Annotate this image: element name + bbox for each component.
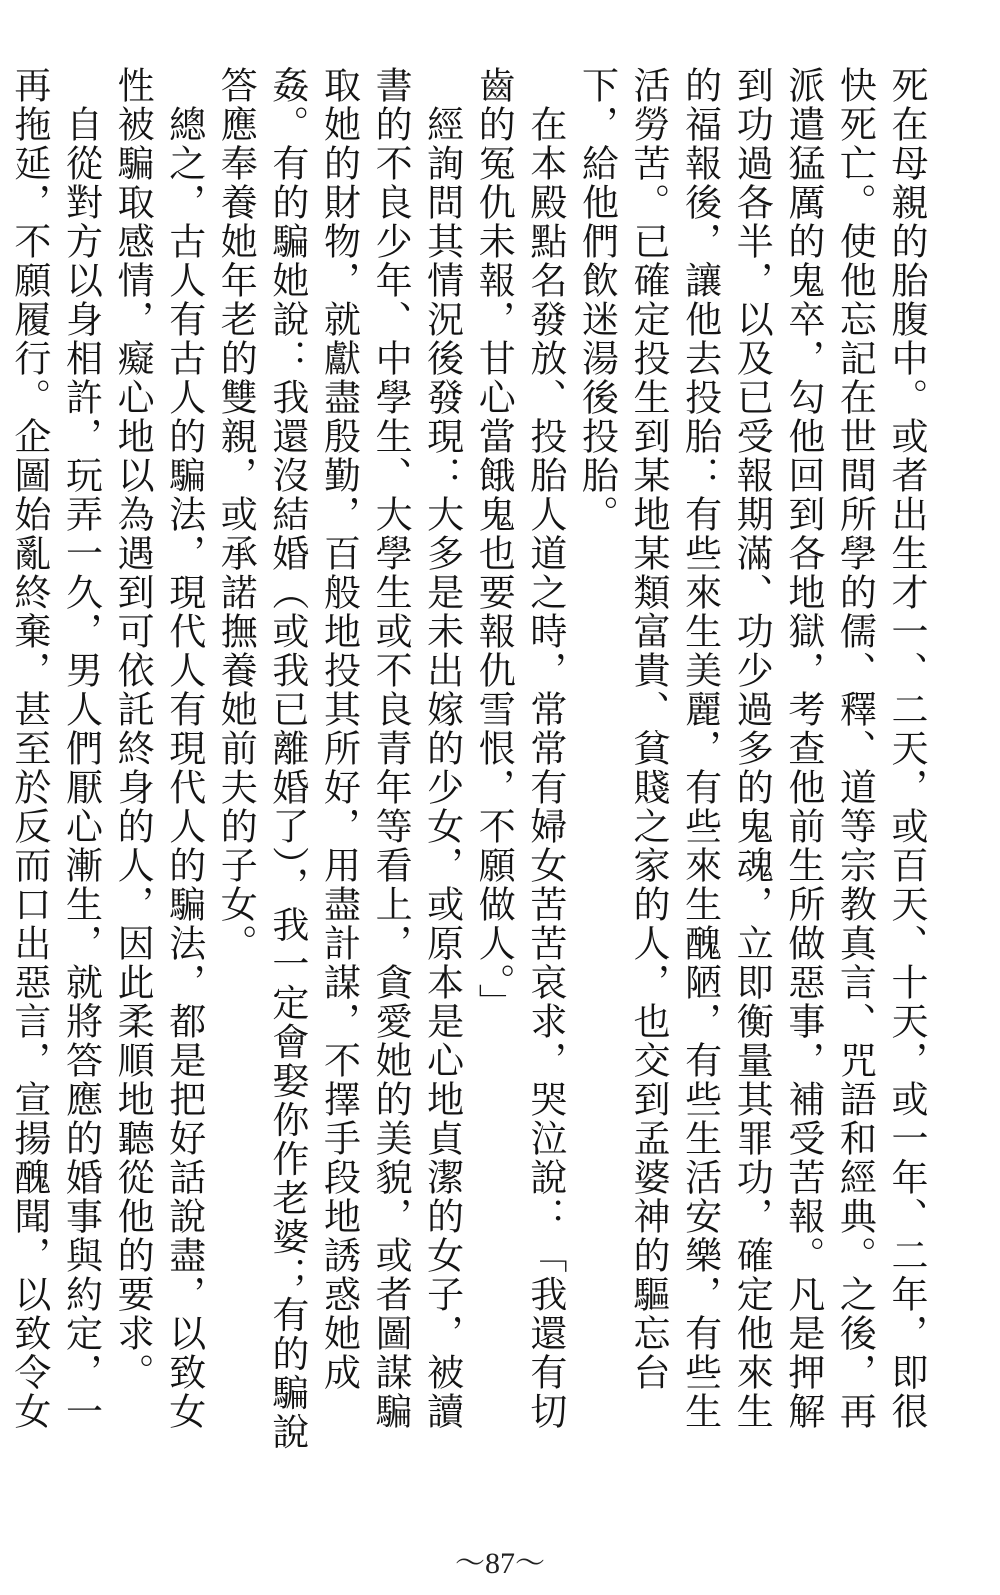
paragraph: 自從對方以身相許，玩弄一久，男人們厭心漸生，就將答應的婚事與約定，一再拖延，不願履行。企圖始亂終棄，甚至於反而口出惡言，宣揚醜聞，以致令女	[7, 66, 103, 1431]
paragraph: 總之，古人有古人的騙法，現代人有現代人的騙法，都是把好話說盡，以致女性被騙取感情，癡心地以為遇到可依託終身的人，因此柔順地聽從他的要求。	[111, 66, 206, 1431]
paragraph: 在本殿點名發放、投胎人道之時，常常有婦女苦苦哀求，哭泣說：「我還有切齒的冤仇未報，甘心當餓鬼也要報仇雪恨，不願做人。」	[472, 66, 567, 1431]
vertical-text-body	[7, 66, 932, 1456]
paragraph: 死在母親的胎腹中。或者出生才一、二天，或百天、十天，或一年、二年，即很快死亡。使他忘記在世間所學的儒、釋、道等宗教真言、咒語和經典。之後，再派遣猛厲的鬼卒，勾他回到各地獄，考查他前生所做惡事，補受苦報。凡是押解到功過各半，以及已受報期滿、功少過多的鬼魂，立即衡量其罪功，確定他來生的福報後，讓他去投胎：有些來生美麗，有些來生醜陋，有些生活安樂，有些生活勞苦。已確定投生到某地某類富貴、貧賤之家的人，也交到孟婆神的驅忘台下，給他們飲迷湯後投胎。	[575, 66, 928, 1431]
paragraph: 經詢問其情況後發現：大多是未出嫁的少女，或原本是心地貞潔的女子，被讀書的不良少年、中學生、大學生或不良青年等看上，貪愛她的美貌，或者圖謀騙取她的財物，就獻盡殷勤，百般地投其所好，用盡計謀，不擇手段地誘惑她成姦。有的騙她說：我還沒結婚（或我已離婚了），我一定會娶你作老婆；有的騙說答應奉養她年老的雙親，或承諾撫養她前夫的子女。	[214, 66, 464, 1452]
page-number: ～87～	[455, 1547, 545, 1580]
